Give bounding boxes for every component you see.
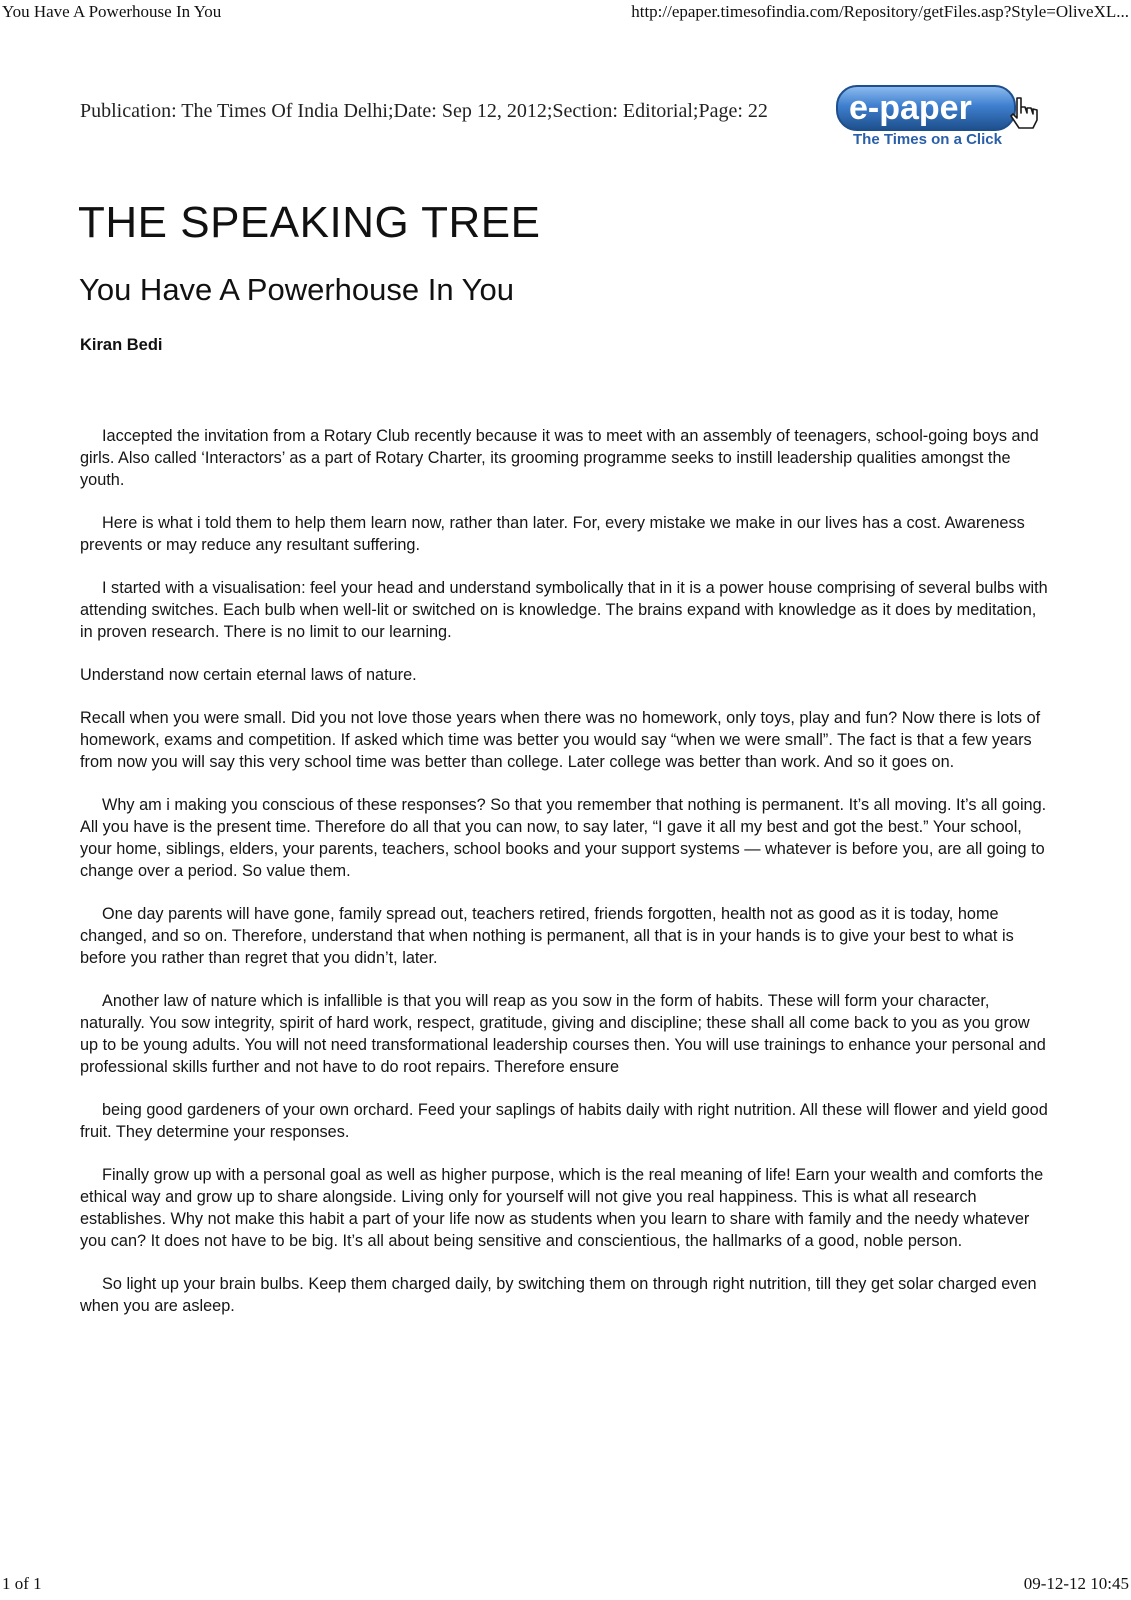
paragraph: Recall when you were small. Did you not love those years when there was no homework, only toys, play and fun? Now there is lots of homework, exams and competition. If asked which time was better you would say “when we were small”. The fact is that a few years from now you will say this very school time was better than college. Later college was better than work. And so it goes on. [80, 709, 1041, 771]
print-timestamp: 09-12-12 10:45 [1023, 1574, 1129, 1593]
paragraph: Understand now certain eternal laws of nature. [80, 666, 417, 684]
paragraph: Another law of nature which is infallible is that you will reap as you sow in the form of habits. These will form your character, naturally. You sow integrity, spirit of hard work, respect, gratitude, giving and discipline; these shall all come back to you as you grow up to be young adults. You will not need transformational leadership courses then. You will use trainings to enhance your personal and professional skills further and not have to do root repairs. Therefore ensure [80, 992, 1046, 1076]
page-count: 1 of 1 [2, 1574, 42, 1593]
print-url: http://epaper.timesofindia.com/Repository/getFiles.asp?Style=OliveXL... [631, 2, 1129, 21]
article-headline: You Have A Powerhouse In You [79, 272, 514, 307]
paragraph: One day parents will have gone, family spread out, teachers retired, friends forgotten, health not as good as it is today, home changed, and so on. Therefore, understand that when nothing is permanent, all that is in your hands is to give your best to what is before you rather than regret that you didn’t, later. [80, 905, 1014, 967]
print-title: You Have A Powerhouse In You [2, 2, 222, 21]
paragraph: Finally grow up with a personal goal as well as higher purpose, which is the real meaning of life! Earn your wealth and comforts the ethical way and grow up to share alongside. Living only for yourself will not give you real happiness. This is what all research establishes. Why not make this habit a part of your life now as students when you learn to share with family and the needy whatever you can? It does not have to be big. It’s all about being sensitive and conscientious, the hallmarks of a good, noble person. [80, 1166, 1044, 1250]
article-byline: Kiran Bedi [80, 336, 163, 354]
print-footer [0, 1574, 1131, 1596]
article-body [80, 425, 1052, 1338]
paragraph: Iaccepted the invitation from a Rotary Club recently because it was to meet with an assembly of teenagers, school-going boys and girls. Also called ‘Interactors’ as a part of Rotary Charter, its grooming programme seeks to instill leadership qualities amongst the youth. [80, 427, 1039, 489]
paragraph: being good gardeners of your own orchard. Feed your saplings of habits daily with right nutrition. All these will flower and yield good fruit. They determine your responses. [80, 1101, 1048, 1141]
paragraph: Why am i making you conscious of these responses? So that you remember that nothing is permanent. It’s all moving. It’s all going. All you have is the present time. Therefore do all that you can now, to say later, “I gave it all my best and got the best.” Your school, your home, siblings, elders, your parents, teachers, school books and your support systems — whatever is before you, are all going to change over a period. So value them. [80, 796, 1047, 880]
logo-main-text: e-paper [849, 89, 972, 127]
section-kicker: THE SPEAKING TREE [78, 198, 541, 247]
paragraph: So light up your brain bulbs. Keep them charged daily, by switching them on through right nutrition, till they get solar charged even when you are asleep. [80, 1275, 1037, 1315]
logo-tagline: The Times on a Click [853, 131, 1002, 148]
paragraph: I started with a visualisation: feel your head and understand symbolically that in it is a power house comprising of several bulbs with attending switches. Each bulb when well-lit or switched on is knowledge. The brains expand with knowledge as it does by meditation, in proven research. There is no limit to our learning. [80, 579, 1048, 641]
publication-line: Publication: The Times Of India Delhi;Date: Sep 12, 2012;Section: Editorial;Page: 22 [80, 100, 768, 122]
epaper-logo [835, 80, 1045, 152]
print-header [0, 2, 1131, 24]
paragraph: Here is what i told them to help them learn now, rather than later. For, every mistake we make in our lives has a cost. Awareness prevents or may reduce any resultant suffering. [80, 514, 1025, 554]
